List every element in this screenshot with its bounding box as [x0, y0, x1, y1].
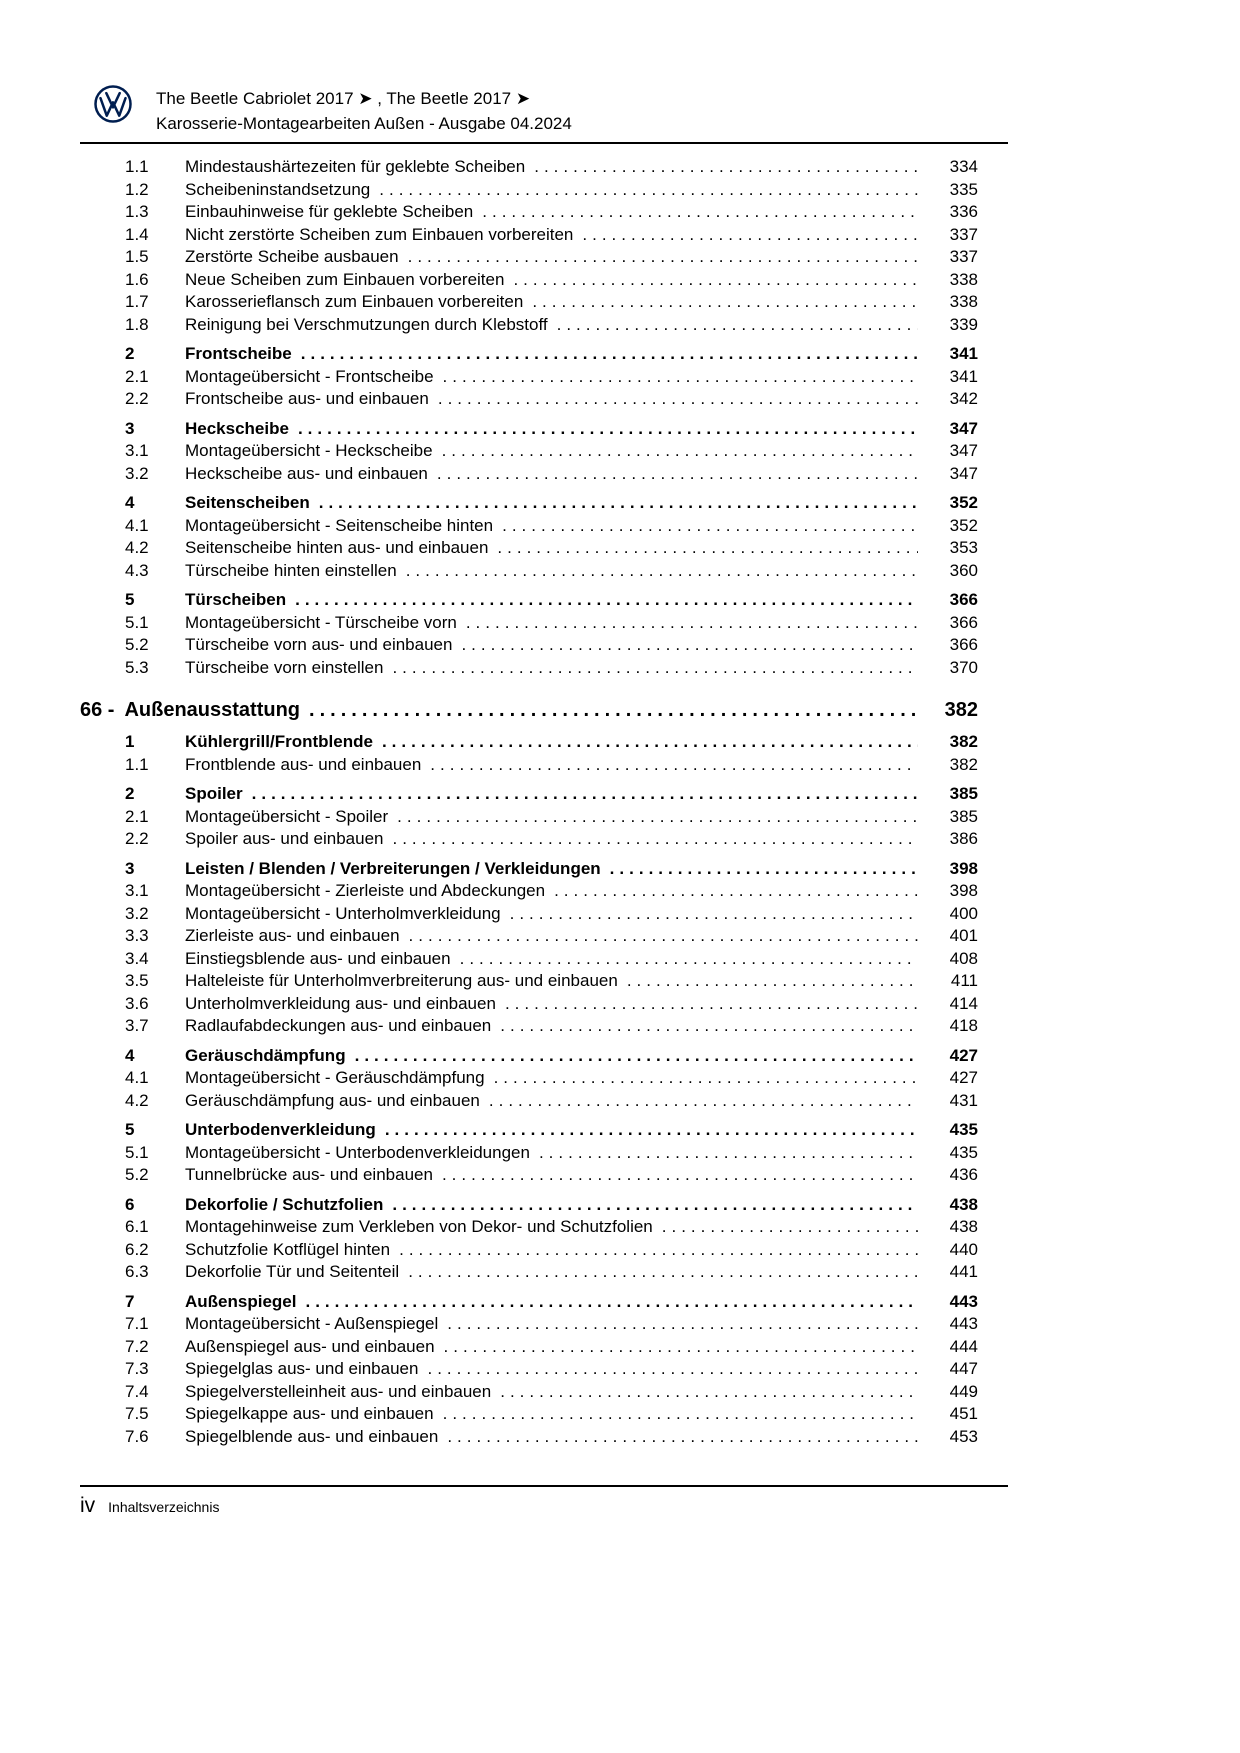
toc-row-sub — [80, 1067, 978, 1090]
toc-row-sub — [80, 314, 978, 337]
toc-entry-title: Mindestaushärtezeiten für geklebte Scheiben — [185, 157, 526, 176]
toc-row-sub — [80, 1381, 978, 1404]
toc-row-sub — [80, 657, 978, 680]
toc-row-sub — [80, 388, 978, 411]
toc-dot-leader — [534, 156, 918, 179]
toc-entry-page: 435 — [949, 1142, 978, 1162]
toc-entry-page: 338 — [949, 292, 978, 311]
toc-row-sub — [80, 560, 978, 583]
toc-dot-leader — [444, 1336, 918, 1359]
toc-entry-title: Spoiler aus- und einbauen — [185, 829, 384, 848]
toc-entry-page: 441 — [949, 1262, 978, 1281]
toc-entry-page: 431 — [949, 1090, 978, 1110]
toc-dot-leader — [301, 343, 918, 366]
toc-dot-leader — [447, 1426, 918, 1449]
toc-row-sub — [80, 246, 978, 269]
toc-dot-leader — [532, 291, 918, 314]
toc-entry-page: 366 — [949, 612, 978, 632]
toc-entry-number: 3.1 — [125, 441, 149, 460]
toc-dot-leader — [662, 1216, 918, 1239]
toc-row-sub — [80, 1090, 978, 1113]
toc-entry-page: 438 — [949, 1194, 978, 1214]
toc-dot-leader — [513, 269, 918, 292]
toc-dot-leader — [489, 1090, 918, 1113]
toc-entry-page: 339 — [949, 314, 978, 334]
toc-row-sub — [80, 1336, 978, 1359]
toc-entry-page: 342 — [949, 389, 978, 408]
toc-dot-leader — [447, 1313, 918, 1336]
toc-entry-title: Spiegelverstelleinheit aus- und einbauen — [185, 1381, 492, 1401]
toc-dot-leader — [442, 440, 918, 463]
toc-entry-title: Türscheibe vorn aus- und einbauen — [185, 635, 453, 654]
toc-entry-number: 4.2 — [125, 1090, 149, 1110]
toc-entry-title: Neue Scheiben zum Einbauen vorbereiten — [185, 269, 505, 289]
toc-entry-title: Einstiegsblende aus- und einbauen — [185, 948, 451, 968]
toc-entry-title: Montageübersicht - Frontscheibe — [185, 366, 434, 386]
toc-entry-number: 66 - — [80, 699, 115, 721]
toc-entry-number: 1.1 — [125, 754, 149, 774]
toc-entry-number: 3.7 — [125, 1016, 149, 1035]
toc-entry-number: 3.5 — [125, 971, 149, 990]
toc-entry-title: Spiegelkappe aus- und einbauen — [185, 1404, 434, 1423]
toc-entry-title: Frontscheibe — [185, 344, 292, 363]
page-header — [93, 84, 978, 136]
toc-row-sub — [80, 463, 978, 486]
toc-entry-number: 1.2 — [125, 179, 149, 199]
toc-row-sub — [80, 1216, 978, 1239]
toc-row-sub — [80, 993, 978, 1016]
toc-entry-title: Spiegelglas aus- und einbauen — [185, 1359, 419, 1378]
toc-entry-title: Karosserieflansch zum Einbauen vorbereiten — [185, 292, 524, 311]
toc-row-sub — [80, 269, 978, 292]
toc-entry-page: 385 — [949, 806, 978, 826]
toc-dot-leader — [295, 589, 918, 612]
toc-entry-number: 1.1 — [125, 157, 149, 176]
toc-entry-title: Heckscheibe aus- und einbauen — [185, 463, 428, 483]
toc-dot-leader — [442, 1164, 918, 1187]
toc-entry-number: 1.6 — [125, 269, 149, 289]
footer-divider — [80, 1485, 1008, 1487]
toc-entry-title: Montageübersicht - Heckscheibe — [185, 441, 433, 460]
toc-entry-number: 7.5 — [125, 1404, 149, 1423]
toc-row-section — [80, 418, 978, 441]
toc-entry-title: Montageübersicht - Unterbodenverkleidungen — [185, 1142, 530, 1162]
toc-dot-leader — [385, 1119, 918, 1142]
toc-entry-page: 337 — [949, 247, 978, 266]
toc-entry-page: 443 — [949, 1314, 978, 1333]
toc-entry-title: Montageübersicht - Außenspiegel — [185, 1314, 439, 1333]
toc-entry-page: 347 — [949, 441, 978, 460]
toc-entry-number: 7.2 — [125, 1336, 149, 1356]
toc-entry-page: 453 — [949, 1426, 978, 1446]
toc-row-sub — [80, 1358, 978, 1381]
toc-dot-leader — [309, 697, 918, 723]
toc-entry-page: 347 — [949, 418, 978, 438]
toc-dot-leader — [319, 492, 918, 515]
toc-row-sub — [80, 224, 978, 247]
toc-dot-leader — [582, 224, 918, 247]
toc-entry-page: 385 — [949, 784, 978, 803]
toc-entry-title: Einbauhinweise für geklebte Scheiben — [185, 202, 474, 221]
toc-entry-title: Zerstörte Scheibe ausbauen — [185, 247, 399, 266]
toc-row-sub — [80, 1426, 978, 1449]
toc-row-sub — [80, 440, 978, 463]
toc-dot-leader — [500, 1015, 918, 1038]
toc-entry-title: Unterholmverkleidung aus- und einbauen — [185, 993, 496, 1013]
toc-entry-page: 370 — [949, 657, 978, 677]
toc-entry-page: 337 — [949, 224, 978, 244]
toc-entry-number: 3.1 — [125, 881, 149, 900]
toc-entry-title: Tunnelbrücke aus- und einbauen — [185, 1165, 433, 1184]
toc-row-sub — [80, 156, 978, 179]
toc-row-sub — [80, 366, 978, 389]
toc-entry-number: 3.2 — [125, 463, 149, 483]
toc-entry-title: Scheibeninstandsetzung — [185, 179, 371, 199]
toc-dot-leader — [627, 970, 918, 993]
toc-row-sub — [80, 1239, 978, 1262]
toc-entry-title: Schutzfolie Kotflügel hinten — [185, 1239, 391, 1259]
toc-entry-title: Heckscheibe — [185, 418, 289, 438]
toc-entry-number: 5.1 — [125, 612, 149, 632]
toc-row-sub — [80, 1015, 978, 1038]
toc-row-section — [80, 1045, 978, 1068]
footer-line — [80, 1494, 1008, 1518]
toc-entry-title: Nicht zerstörte Scheiben zum Einbauen vorbereiten — [185, 224, 574, 244]
toc-row-section — [80, 1291, 978, 1314]
toc-entry-page: 341 — [949, 366, 978, 386]
toc-entry-number: 2.1 — [125, 366, 149, 386]
toc-entry-title: Spiegelblende aus- und einbauen — [185, 1426, 439, 1446]
toc-row-sub — [80, 970, 978, 993]
toc-entry-number: 4 — [125, 493, 135, 512]
toc-entry-title: Reinigung bei Verschmutzungen durch Klebstoff — [185, 314, 548, 334]
toc-dot-leader — [406, 560, 918, 583]
toc-dot-leader — [305, 1291, 918, 1314]
toc-entry-page: 366 — [949, 590, 978, 609]
toc-entry-page: 352 — [949, 493, 978, 512]
toc-dot-leader — [427, 1358, 918, 1381]
toc-entry-number: 3.4 — [125, 948, 149, 968]
toc-row-sub — [80, 828, 978, 851]
toc-dot-leader — [430, 754, 918, 777]
toc-entry-number: 3.2 — [125, 903, 149, 923]
toc-entry-title: Montageübersicht - Unterholmverkleidung — [185, 903, 501, 923]
toc-entry-number: 4.2 — [125, 538, 149, 557]
toc-dot-leader — [500, 1381, 918, 1404]
toc-dot-leader — [510, 903, 918, 926]
toc-dot-leader — [392, 828, 918, 851]
toc-entry-page: 341 — [949, 344, 978, 363]
toc-row-section — [80, 343, 978, 366]
toc-dot-leader — [557, 314, 918, 337]
toc-dot-leader — [397, 806, 918, 829]
toc-entry-number: 7.4 — [125, 1381, 149, 1401]
toc-entry-page: 443 — [949, 1291, 978, 1311]
toc-row-sub — [80, 179, 978, 202]
toc-entry-title: Frontscheibe aus- und einbauen — [185, 389, 429, 408]
toc-entry-page: 400 — [949, 903, 978, 923]
toc-entry-page: 447 — [949, 1359, 978, 1378]
toc-entry-page: 438 — [949, 1217, 978, 1236]
toc-entry-page: 414 — [949, 993, 978, 1013]
toc-entry-title: Montagehinweise zum Verkleben von Dekor- und Schutzfolien — [185, 1217, 653, 1236]
toc-row-sub — [80, 291, 978, 314]
toc-entry-title: Außenspiegel aus- und einbauen — [185, 1336, 435, 1356]
toc-dot-leader — [392, 657, 918, 680]
toc-entry-number: 1.7 — [125, 292, 149, 311]
toc-row-chapter — [80, 697, 978, 723]
toc-entry-page: 347 — [949, 463, 978, 483]
toc-row-sub — [80, 1261, 978, 1284]
toc-entry-number: 5.3 — [125, 657, 149, 677]
toc-entry-page: 382 — [949, 754, 978, 774]
toc-dot-leader — [610, 858, 918, 881]
toc-row-sub — [80, 612, 978, 635]
toc-entry-number: 3.6 — [125, 993, 149, 1013]
toc-entry-title: Türscheibe vorn einstellen — [185, 657, 384, 677]
toc-entry-number: 2 — [125, 784, 135, 803]
toc-entry-number: 1 — [125, 732, 135, 751]
toc-entry-title: Kühlergrill/Frontblende — [185, 732, 373, 751]
toc-row-section — [80, 731, 978, 754]
toc-dot-leader — [494, 1067, 918, 1090]
toc-entry-page: 449 — [949, 1381, 978, 1401]
toc-entry-title: Montageübersicht - Zierleiste und Abdeckungen — [185, 881, 546, 900]
toc-entry-page: 338 — [949, 269, 978, 289]
toc-entry-title: Zierleiste aus- und einbauen — [185, 926, 400, 945]
toc-entry-number: 7.1 — [125, 1314, 149, 1333]
toc-row-sub — [80, 201, 978, 224]
toc-entry-title: Montageübersicht - Spoiler — [185, 806, 389, 826]
toc-entry-title: Dekorfolie Tür und Seitenteil — [185, 1262, 400, 1281]
toc-entry-title: Geräuschdämpfung aus- und einbauen — [185, 1090, 480, 1110]
toc-row-sub — [80, 948, 978, 971]
toc-entry-number: 7 — [125, 1291, 135, 1311]
toc-row-sub — [80, 903, 978, 926]
toc-entry-number: 5 — [125, 1120, 135, 1139]
toc-entry-number: 2.2 — [125, 829, 149, 848]
toc-entry-number: 7.6 — [125, 1426, 149, 1446]
footer-page-number: iv — [80, 1494, 96, 1517]
toc-dot-leader — [408, 246, 918, 269]
toc-row-sub — [80, 880, 978, 903]
toc-entry-number: 1.5 — [125, 247, 149, 266]
toc-dot-leader — [399, 1239, 918, 1262]
toc-dot-leader — [466, 612, 918, 635]
toc-entry-page: 382 — [944, 699, 978, 721]
toc-dot-leader — [461, 634, 918, 657]
toc-entry-page: 382 — [949, 732, 978, 751]
toc-row-section — [80, 492, 978, 515]
toc-entry-page: 334 — [949, 157, 978, 176]
toc-row-sub — [80, 1403, 978, 1426]
toc-entry-number: 2.1 — [125, 806, 149, 826]
toc-dot-leader — [437, 463, 918, 486]
toc-entry-page: 360 — [949, 560, 978, 580]
header-divider — [80, 142, 1008, 144]
toc-entry-title: Außenausstattung — [124, 699, 301, 721]
toc-entry-page: 386 — [949, 829, 978, 848]
toc-entry-number: 5.2 — [125, 1165, 149, 1184]
toc-entry-page: 353 — [949, 538, 978, 557]
toc-entry-page: 427 — [949, 1068, 978, 1087]
toc-entry-page: 398 — [949, 858, 978, 878]
toc-dot-leader — [408, 1261, 918, 1284]
toc-row-section — [80, 1119, 978, 1142]
toc-row-sub — [80, 754, 978, 777]
toc-entry-page: 401 — [949, 926, 978, 945]
toc-entry-title: Spoiler — [185, 784, 243, 803]
toc-entry-title: Türscheibe hinten einstellen — [185, 560, 397, 580]
toc-row-sub — [80, 1142, 978, 1165]
toc-list — [80, 156, 978, 1448]
toc-entry-title: Geräuschdämpfung — [185, 1045, 346, 1065]
toc-entry-title: Seitenscheiben — [185, 493, 310, 512]
toc-row-section — [80, 589, 978, 612]
toc-entry-page: 436 — [949, 1165, 978, 1184]
toc-dot-leader — [392, 1194, 918, 1217]
header-manual-line: Karosserie-Montagearbeiten Außen - Ausgabe 04.2024 — [156, 114, 572, 133]
toc-entry-page: 408 — [949, 948, 978, 968]
toc-entry-number: 6 — [125, 1194, 135, 1214]
header-text — [156, 84, 572, 136]
toc-dot-leader — [382, 731, 918, 754]
toc-entry-page: 444 — [949, 1336, 978, 1356]
toc-row-section — [80, 783, 978, 806]
toc-row-section — [80, 1194, 978, 1217]
toc-dot-leader — [460, 948, 918, 971]
toc-row-sub — [80, 1164, 978, 1187]
toc-dot-leader — [443, 1403, 918, 1426]
toc-entry-number: 6.2 — [125, 1239, 149, 1259]
toc-row-sub — [80, 515, 978, 538]
toc-row-sub — [80, 537, 978, 560]
toc-entry-number: 3.3 — [125, 926, 149, 945]
toc-dot-leader — [252, 783, 918, 806]
toc-entry-number: 4.1 — [125, 1068, 149, 1087]
toc-entry-page: 398 — [949, 881, 978, 900]
toc-row-sub — [80, 634, 978, 657]
toc-entry-page: 352 — [949, 515, 978, 535]
toc-entry-number: 5.1 — [125, 1142, 149, 1162]
toc-entry-page: 411 — [950, 971, 978, 990]
toc-row-section — [80, 858, 978, 881]
toc-entry-page: 427 — [949, 1045, 978, 1065]
toc-entry-page: 366 — [949, 635, 978, 654]
toc-entry-page: 336 — [949, 202, 978, 221]
toc-entry-title: Montageübersicht - Türscheibe vorn — [185, 612, 457, 632]
toc-entry-page: 435 — [949, 1120, 978, 1139]
toc-dot-leader — [355, 1045, 918, 1068]
toc-entry-number: 5.2 — [125, 635, 149, 654]
toc-entry-page: 335 — [949, 179, 978, 199]
toc-entry-number: 1.4 — [125, 224, 149, 244]
header-model-line: The Beetle Cabriolet 2017 ➤ , The Beetle 2017 ➤ — [156, 89, 531, 108]
toc-entry-title: Radlaufabdeckungen aus- und einbauen — [185, 1016, 492, 1035]
toc-row-sub — [80, 806, 978, 829]
toc-entry-number: 2 — [125, 344, 135, 363]
toc-entry-number: 7.3 — [125, 1359, 149, 1378]
toc-entry-title: Frontblende aus- und einbauen — [185, 754, 422, 774]
toc-dot-leader — [505, 993, 918, 1016]
toc-entry-title: Seitenscheibe hinten aus- und einbauen — [185, 538, 489, 557]
toc-entry-title: Montageübersicht - Geräuschdämpfung — [185, 1068, 485, 1087]
toc-entry-page: 451 — [949, 1404, 978, 1423]
toc-dot-leader — [409, 925, 918, 948]
toc-entry-number: 1.3 — [125, 202, 149, 221]
toc-row-sub — [80, 925, 978, 948]
toc-entry-title: Montageübersicht - Seitenscheibe hinten — [185, 515, 494, 535]
toc-entry-number: 3 — [125, 858, 135, 878]
toc-entry-title: Türscheiben — [185, 590, 287, 609]
toc-entry-number: 1.8 — [125, 314, 149, 334]
toc-dot-leader — [497, 537, 918, 560]
toc-entry-title: Halteleiste für Unterholmverbreiterung aus- und einbauen — [185, 971, 618, 990]
toc-dot-leader — [539, 1142, 918, 1165]
toc-entry-number: 2.2 — [125, 389, 149, 408]
toc-entry-page: 440 — [949, 1239, 978, 1259]
toc-entry-number: 4.1 — [125, 515, 149, 535]
vw-logo-icon — [93, 84, 133, 129]
toc-dot-leader — [443, 366, 918, 389]
toc-entry-title: Außenspiegel — [185, 1291, 297, 1311]
toc-entry-title: Unterbodenverkleidung — [185, 1120, 376, 1139]
toc-entry-number: 3 — [125, 418, 135, 438]
toc-dot-leader — [298, 418, 918, 441]
toc-entry-number: 5 — [125, 590, 135, 609]
toc-entry-number: 4.3 — [125, 560, 149, 580]
toc-dot-leader — [438, 388, 918, 411]
toc-entry-number: 4 — [125, 1045, 135, 1065]
toc-dot-leader — [502, 515, 918, 538]
page-footer — [80, 1485, 1008, 1518]
toc-entry-page: 418 — [949, 1016, 978, 1035]
toc-row-sub — [80, 1313, 978, 1336]
toc-dot-leader — [379, 179, 918, 202]
toc-entry-title: Leisten / Blenden / Verbreiterungen / Verkleidungen — [185, 858, 601, 878]
toc-entry-title: Dekorfolie / Schutzfolien — [185, 1194, 384, 1214]
toc-dot-leader — [554, 880, 918, 903]
toc-entry-number: 6.1 — [125, 1217, 149, 1236]
toc-dot-leader — [482, 201, 918, 224]
toc-entry-number: 6.3 — [125, 1262, 149, 1281]
footer-label: Inhaltsverzeichnis — [108, 1499, 220, 1515]
